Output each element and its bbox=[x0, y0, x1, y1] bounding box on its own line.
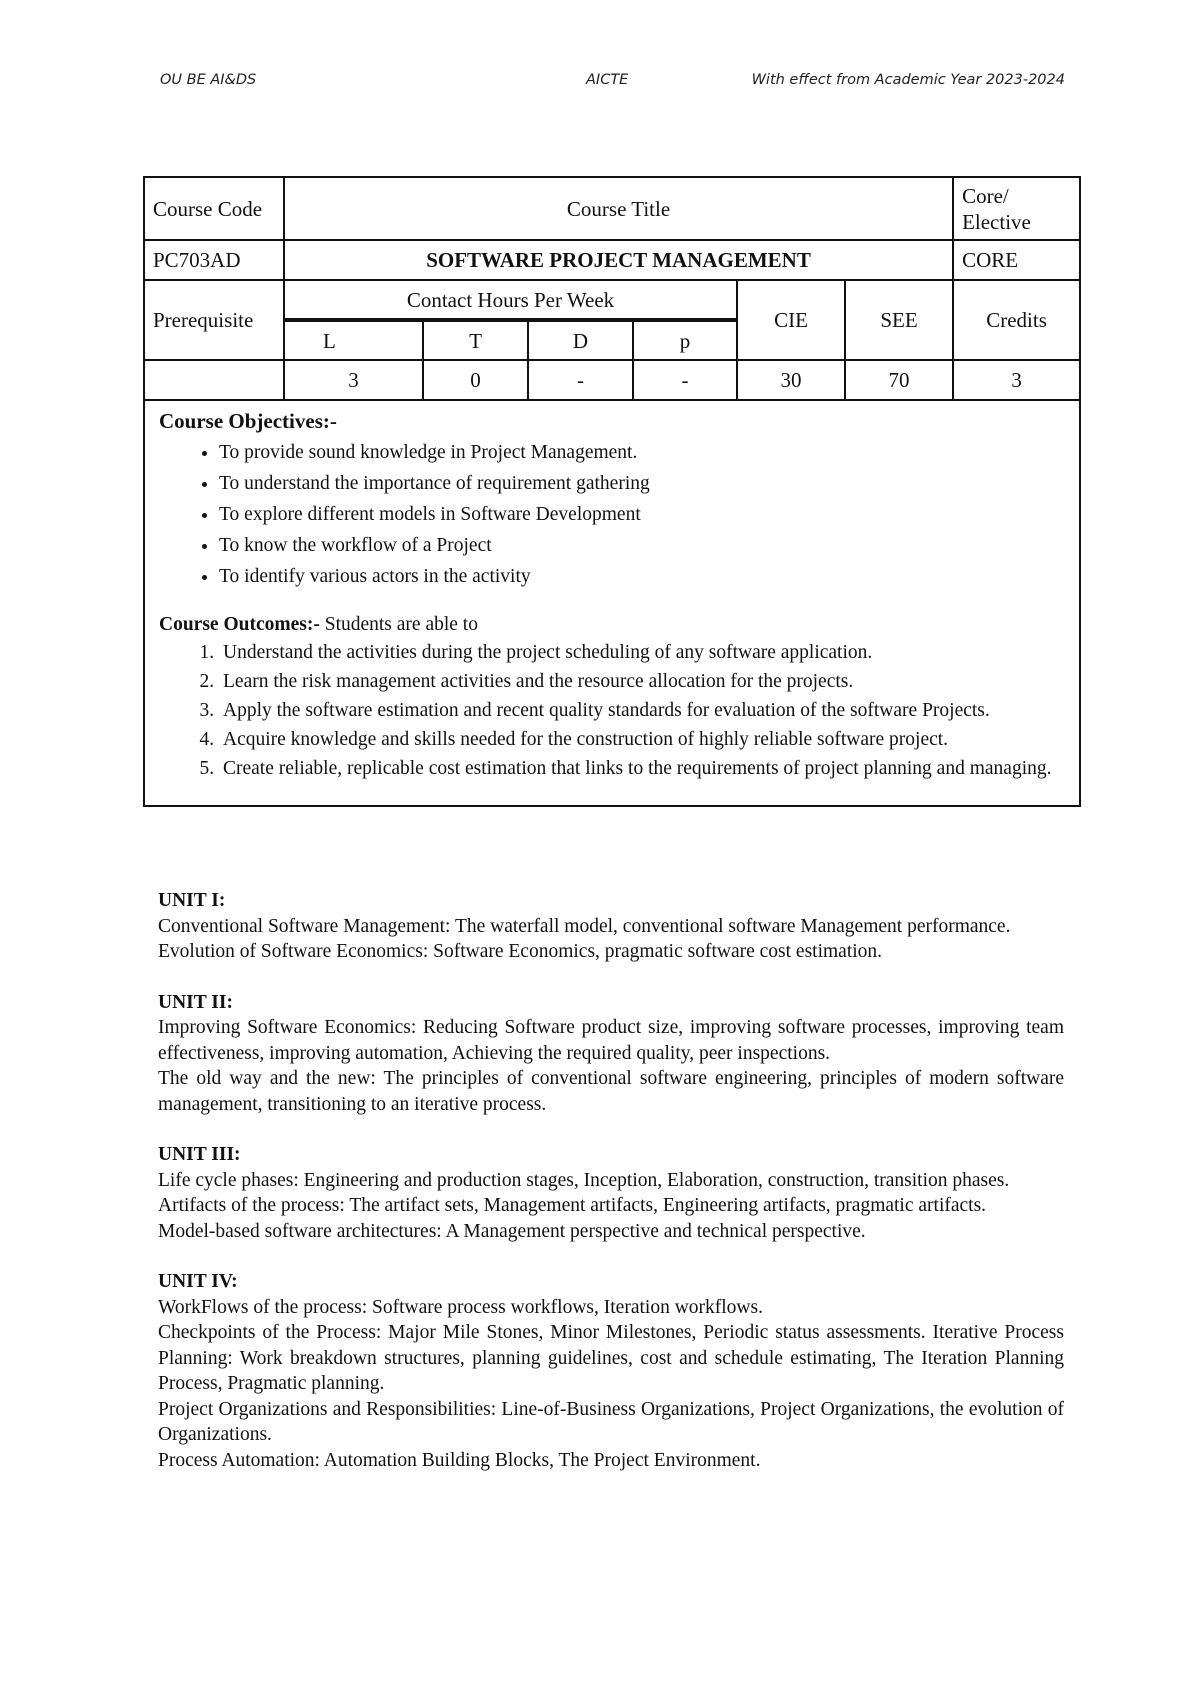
see-value: 70 bbox=[845, 360, 953, 400]
unit-paragraph: Evolution of Software Economics: Software Economics, pragmatic software cost estimation. bbox=[158, 941, 883, 962]
unit-paragraph: Process Automation: Automation Building Blocks, The Project Environment. bbox=[158, 1449, 761, 1471]
page-header bbox=[160, 72, 1065, 96]
see-label: SEE bbox=[845, 280, 953, 360]
d-label: D bbox=[528, 320, 633, 360]
objectives-title: Course Objectives:- bbox=[159, 409, 337, 433]
course-code: PC703AD bbox=[144, 240, 284, 280]
objectives-list bbox=[159, 437, 1065, 592]
contact-hours-label: Contact Hours Per Week bbox=[284, 280, 737, 320]
course-code-label: Course Code bbox=[144, 177, 284, 240]
unit-paragraph: Model-based software architectures: A Management perspective and technical perspective. bbox=[158, 1220, 866, 1242]
unit-section bbox=[158, 1142, 1064, 1244]
objective-item: • To understand the importance of requirement gathering bbox=[219, 468, 1065, 499]
unit-title: UNIT III: bbox=[158, 1144, 241, 1165]
l-label: L bbox=[284, 320, 423, 360]
outcome-item: 2. Learn the risk management activities and the resource allocation for the projects. bbox=[219, 667, 1065, 696]
unit-paragraph: Project Organizations and Responsibilities: Line-of-Business Organizations, Project Organizations, the evolution of Organizations. bbox=[158, 1398, 1064, 1445]
header-program: OU BE AI&DS bbox=[160, 72, 257, 88]
d-value: - bbox=[528, 360, 633, 400]
unit-paragraph: The old way and the new: The principles of conventional software engineering, principles of modern software management, transitioning to an iterative process. bbox=[158, 1068, 1064, 1115]
t-value: 0 bbox=[423, 360, 528, 400]
l-value: 3 bbox=[284, 360, 423, 400]
outcome-item: 4. Acquire knowledge and skills needed for the construction of highly reliable software project. bbox=[219, 725, 1065, 754]
unit-section bbox=[158, 1269, 1064, 1473]
unit-paragraph: Improving Software Economics: Reducing Software product size, improving software processes, improving team effectiveness, improving automation, Achieving the required quality, peer inspections. bbox=[158, 1017, 1064, 1064]
outcomes-heading bbox=[159, 612, 1065, 638]
header-effective-year: With effect from Academic Year 2023-2024 bbox=[751, 72, 1065, 88]
t-label: T bbox=[423, 320, 528, 360]
unit-paragraph: WorkFlows of the process: Software process workflows, Iteration workflows. bbox=[158, 1296, 763, 1318]
credits-value: 3 bbox=[953, 360, 1080, 400]
objective-item: • To identify various actors in the activity bbox=[219, 561, 1065, 592]
outcomes-intro: Students are able to bbox=[319, 614, 478, 635]
unit-title: UNIT II: bbox=[158, 991, 233, 1013]
credits-label: Credits bbox=[953, 280, 1080, 360]
objective-item: • To provide sound knowledge in Project Management. bbox=[219, 437, 1065, 468]
cie-label: CIE bbox=[737, 280, 845, 360]
outcomes-list bbox=[159, 638, 1065, 783]
unit-paragraph: Artifacts of the process: The artifact sets, Management artifacts, Engineering artifacts, pragmatic artifacts. bbox=[158, 1195, 987, 1216]
outcome-item: 1. Understand the activities during the project scheduling of any software application. bbox=[219, 638, 1065, 667]
p-value: - bbox=[633, 360, 737, 400]
header-body: AICTE bbox=[586, 72, 629, 88]
unit-title: UNIT I: bbox=[158, 890, 226, 911]
syllabus-units bbox=[158, 888, 1064, 1498]
p-label: p bbox=[633, 320, 737, 360]
unit-paragraph: Conventional Software Management: The waterfall model, conventional software Management performance. bbox=[158, 915, 1011, 937]
core-elective-label: Core/ Elective bbox=[953, 177, 1080, 240]
objectives-outcomes-cell bbox=[144, 400, 1080, 806]
core-elective: CORE bbox=[953, 240, 1080, 280]
course-title-label: Course Title bbox=[284, 177, 953, 240]
unit-section bbox=[158, 888, 1064, 965]
objective-item: • To explore different models in Software Development bbox=[219, 499, 1065, 530]
prerequisite-value bbox=[144, 360, 284, 400]
course-info-table bbox=[143, 176, 1081, 807]
course-title: SOFTWARE PROJECT MANAGEMENT bbox=[284, 240, 953, 280]
outcome-item: 5. Create reliable, replicable cost estimation that links to the requirements of project planning and managing. bbox=[219, 754, 1065, 783]
unit-paragraph: Life cycle phases: Engineering and production stages, Inception, Elaboration, construction, transition phases. bbox=[158, 1169, 1010, 1191]
cie-value: 30 bbox=[737, 360, 845, 400]
unit-paragraph: Checkpoints of the Process: Major Mile Stones, Minor Milestones, Periodic status assessments. Iterative Process Planning: Work breakdown structures, planning guidelines, cost and schedule estimating, The Iteration Planning Process, Pragmatic planning. bbox=[158, 1322, 1064, 1394]
prerequisite-label: Prerequisite bbox=[144, 280, 284, 360]
unit-title: UNIT IV: bbox=[158, 1271, 238, 1292]
objective-item: • To know the workflow of a Project bbox=[219, 530, 1065, 561]
outcome-item: 3. Apply the software estimation and recent quality standards for evaluation of the software Projects. bbox=[219, 696, 1065, 725]
unit-section bbox=[158, 990, 1064, 1118]
outcomes-title: Course Outcomes:- bbox=[159, 614, 320, 635]
